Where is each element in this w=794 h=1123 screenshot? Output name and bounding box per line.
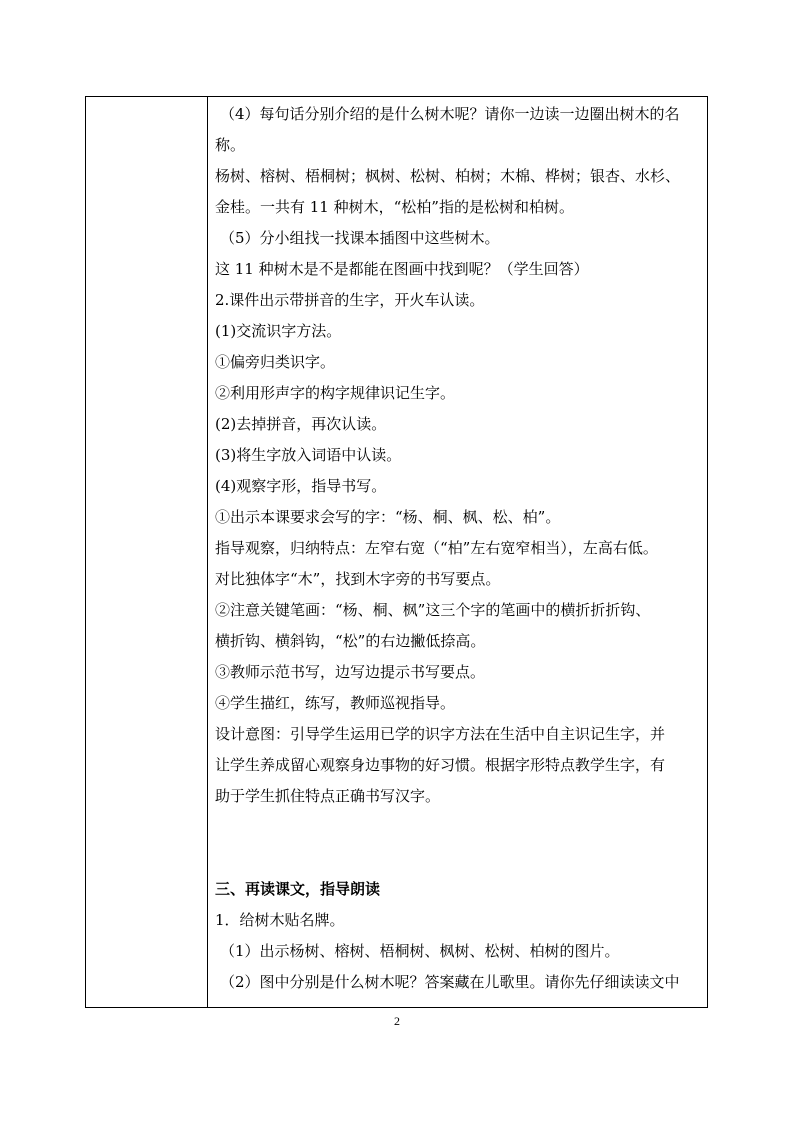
lesson-table (85, 96, 708, 1008)
content-line: （2）图中分别是什么树木呢？答案藏在儿歌里。请你先仔细读读文中 (220, 973, 680, 991)
design-intent-line: 让学生养成留心观察身边事物的好习惯。根据字形特点教学生字，有 (215, 756, 666, 774)
left-column-cell (86, 97, 207, 1007)
content-line: (2)去掉拼音，再次认读。 (215, 415, 387, 433)
content-line: （4）每句话分别介绍的是什么树木呢？请你一边读一边圈出树木的名 (220, 105, 680, 123)
content-line: （1）出示杨树、榕树、梧桐树、枫树、松树、柏树的图片。 (220, 942, 620, 960)
content-line: (3)将生字放入词语中认读。 (215, 446, 402, 464)
content-line: ②利用形声字的构字规律识记生字。 (215, 384, 456, 402)
content-line: 对比独体字“木”，找到木字旁的书写要点。 (215, 570, 501, 588)
content-line: ④学生描红，练写，教师巡视指导。 (215, 694, 456, 712)
content-line: 杨树、榕树、梧桐树；枫树、松树、柏树；木棉、桦树；银杏、水杉、 (215, 167, 681, 185)
content-line: (1)交流识字方法。 (215, 322, 342, 340)
content-line: ①偏旁归类识字。 (215, 353, 336, 371)
content-line: ③教师示范书写，边写边提示书写要点。 (215, 663, 486, 681)
content-line: 2.课件出示带拼音的生字，开火车认读。 (215, 291, 485, 309)
content-line: 这 11 种树木是不是都能在图画中找到呢？（学生回答） (215, 260, 589, 278)
content-line: 横折钩、横斜钩，“松”的右边撇低捺高。 (215, 632, 486, 650)
content-line: 指导观察，归纳特点：左窄右宽（“柏”左右宽窄相当），左高右低。 (215, 539, 658, 557)
content-line: ①出示本课要求会写的字：“杨、桐、枫、松、柏”。 (215, 508, 561, 526)
lesson-content-cell (208, 97, 708, 1007)
content-line: 金桂。一共有 11 种树木，“松柏”指的是松树和柏树。 (215, 198, 574, 216)
page-number: 2 (394, 1014, 400, 1028)
content-line: ②注意关键笔画：“杨、桐、枫”这三个字的笔画中的横折折折钩、 (215, 601, 651, 619)
design-intent-line: 助于学生抓住特点正确书写汉字。 (215, 787, 441, 805)
content-line: 称。 (215, 136, 246, 154)
section-heading: 三、再读课文，指导朗读 (215, 880, 381, 898)
content-line: （5）分小组找一找课本插图中这些树木。 (220, 229, 500, 247)
content-line: (4)观察字形，指导书写。 (215, 477, 387, 495)
design-intent-line: 设计意图：引导学生运用已学的识字方法在生活中自主识记生字，并 (215, 725, 666, 743)
content-line: 1．给树木贴名牌。 (215, 911, 345, 929)
